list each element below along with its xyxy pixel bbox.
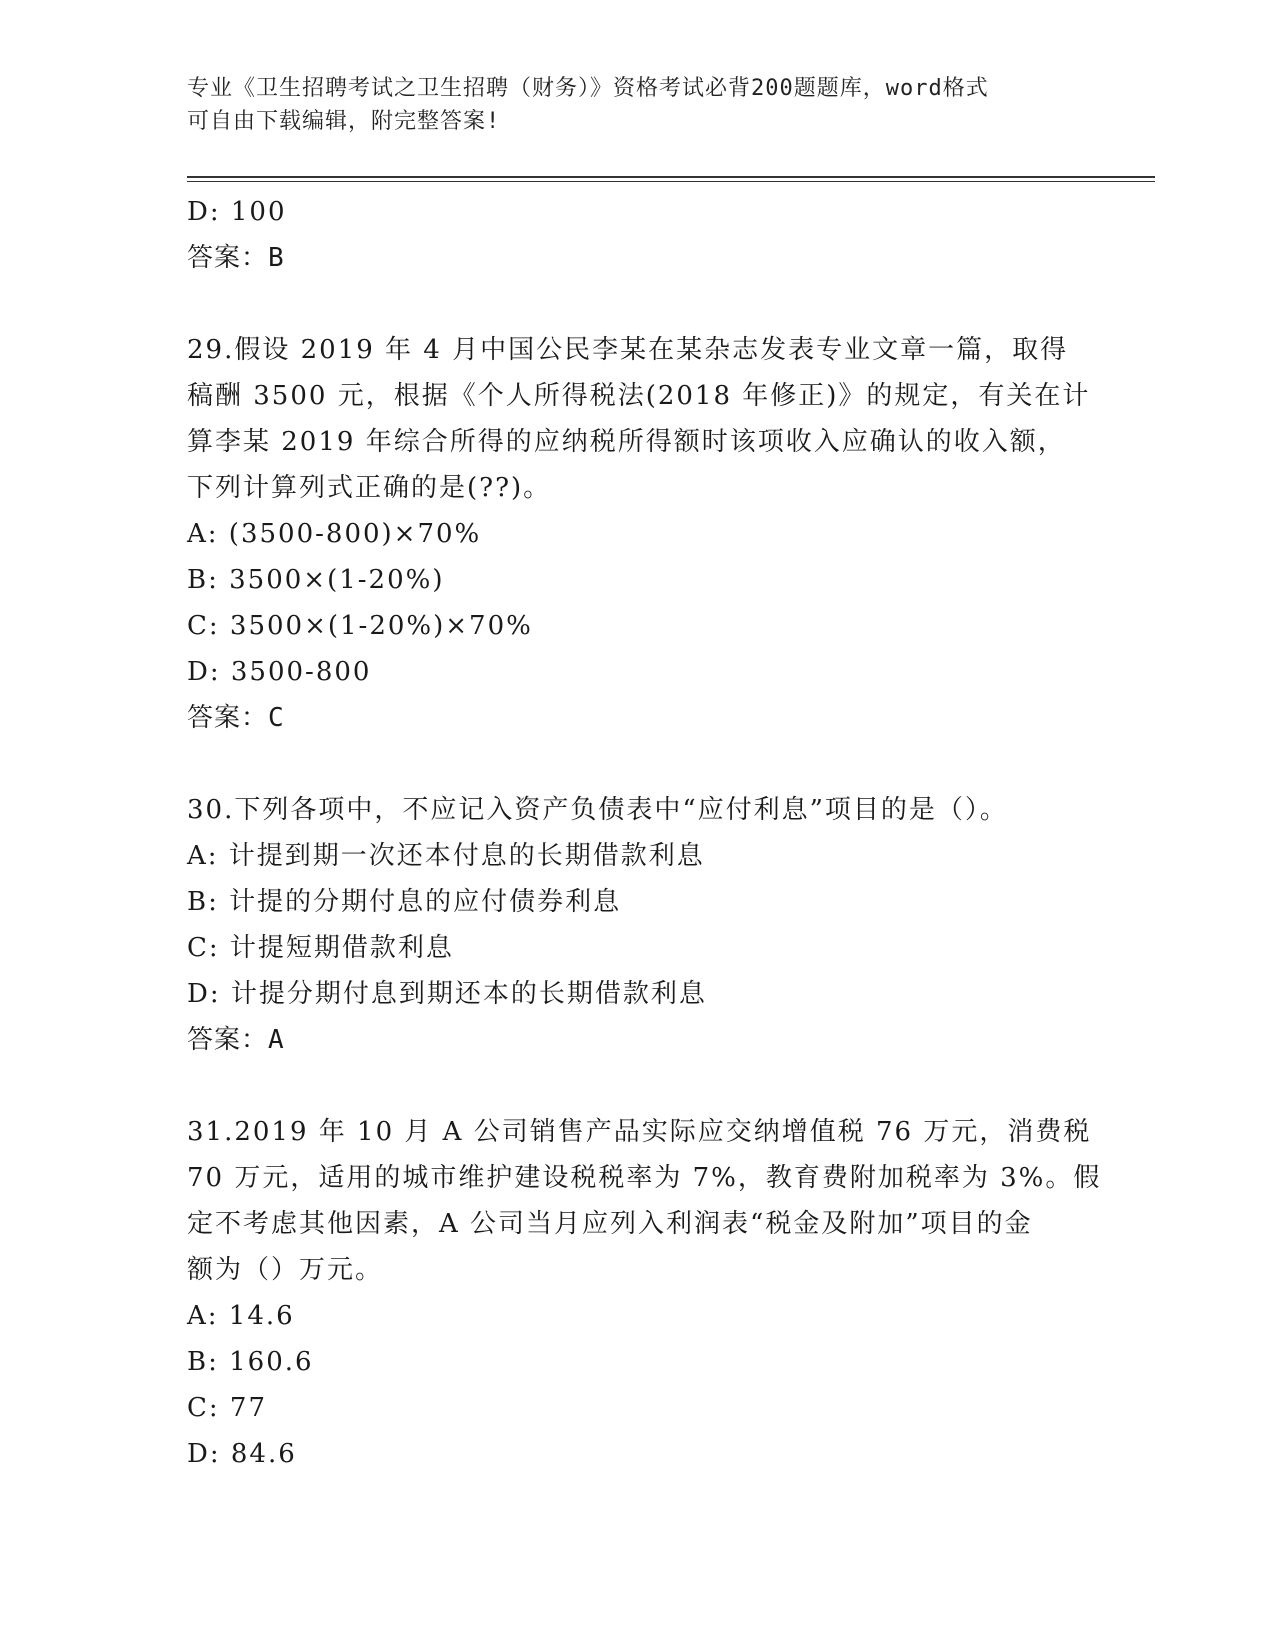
option-d: D: 计提分期付息到期还本的长期借款利息 xyxy=(187,979,707,1009)
answer-line: 答案：B xyxy=(187,243,285,273)
option-b: B: 160.6 xyxy=(187,1347,314,1377)
question-text-line: 30.下列各项中，不应记入资产负债表中“应付利息”项目的是（）。 xyxy=(187,795,1008,825)
option-d: D: 100 xyxy=(187,197,287,227)
option-a: A: (3500-800)×70% xyxy=(187,519,482,549)
question-text-line: 算李某 2019 年综合所得的应纳税所得额时该项收入应确认的收入额， xyxy=(187,427,1066,457)
header-divider xyxy=(187,176,1155,178)
question-text-line: 31.2019 年 10 月 A 公司销售产品实际应交纳增值税 76 万元，消费税 xyxy=(187,1117,1092,1147)
header-divider-thin xyxy=(187,181,1155,182)
option-c: C: 3500×(1-20%)×70% xyxy=(187,611,533,641)
option-a: A: 计提到期一次还本付息的长期借款利息 xyxy=(187,841,705,871)
answer-line: 答案：A xyxy=(187,1025,285,1055)
question-text-line: 29.假设 2019 年 4 月中国公民李某在某杂志发表专业文章一篇，取得 xyxy=(187,335,1069,365)
option-b: B: 3500×(1-20%) xyxy=(187,565,445,595)
question-29 xyxy=(187,327,1091,741)
option-c: C: 77 xyxy=(187,1393,268,1423)
option-d: D: 84.6 xyxy=(187,1439,297,1469)
option-a: A: 14.6 xyxy=(187,1301,295,1331)
question-text-line: 定不考虑其他因素，A 公司当月应列入利润表“税金及附加”项目的金 xyxy=(187,1209,1033,1239)
previous-question-tail xyxy=(187,189,1087,281)
question-30 xyxy=(187,787,1087,1063)
option-d: D: 3500-800 xyxy=(187,657,372,687)
spacer xyxy=(187,281,1087,327)
question-31 xyxy=(187,1109,1102,1477)
spacer xyxy=(187,1063,1087,1109)
answer-line: 答案：C xyxy=(187,703,285,733)
question-text-line: 下列计算列式正确的是(??)。 xyxy=(187,473,552,503)
header-line-2: 可自由下载编辑，附完整答案! xyxy=(187,109,501,134)
header-line-1: 专业《卫生招聘考试之卫生招聘（财务）》资格考试必背200题题库，word格式 xyxy=(187,76,989,101)
question-text-line: 稿酬 3500 元，根据《个人所得税法(2018 年修正)》的规定，有关在计 xyxy=(187,381,1091,411)
document-body xyxy=(187,189,1102,1477)
spacer xyxy=(187,741,1087,787)
option-c: C: 计提短期借款利息 xyxy=(187,933,454,963)
question-text-line: 额为（）万元。 xyxy=(187,1255,384,1285)
option-b: B: 计提的分期付息的应付债券利息 xyxy=(187,887,622,917)
document-header xyxy=(187,72,1067,138)
question-text-line: 70 万元，适用的城市维护建设税税率为 7%，教育费附加税率为 3%。假 xyxy=(187,1163,1102,1193)
